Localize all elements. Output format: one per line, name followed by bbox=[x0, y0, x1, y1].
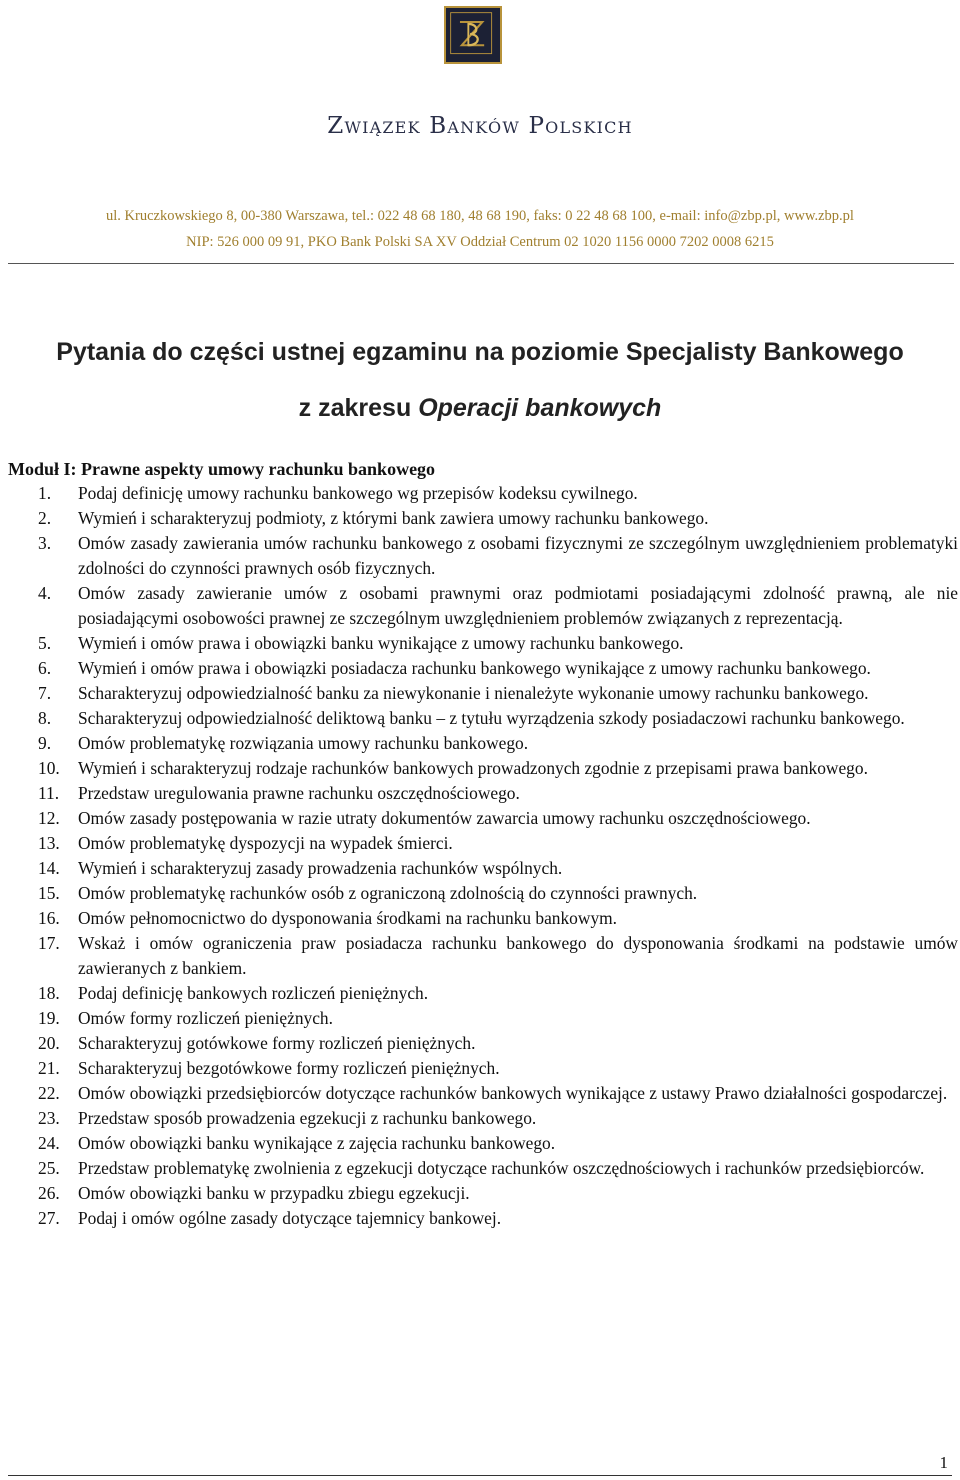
question-text: Omów problematykę rozwiązania umowy rachunku bankowego. bbox=[78, 733, 529, 753]
question-number: 21. bbox=[38, 1058, 60, 1078]
subtitle-prefix: z zakresu bbox=[298, 394, 419, 422]
question-text: Omów formy rozliczeń pieniężnych. bbox=[78, 1008, 333, 1028]
question-text: Omów problematykę rachunków osób z ograniczoną zdolnością do czynności prawnych. bbox=[78, 883, 698, 903]
question-number: 11. bbox=[38, 783, 60, 803]
question-text: Wymień i omów prawa i obowiązki banku wynikające z umowy rachunku bankowego. bbox=[78, 633, 684, 653]
question-item bbox=[38, 781, 958, 806]
question-item bbox=[38, 1156, 958, 1181]
question-item bbox=[38, 506, 958, 531]
question-text: Podaj i omów ogólne zasady dotyczące tajemnicy bankowej. bbox=[78, 1208, 502, 1228]
question-text: Przedstaw problematykę zwolnienia z egzekucji dotyczące rachunków oszczędnościowych i rachunków przedsiębiorców. bbox=[78, 1158, 925, 1178]
question-text: Omów obowiązki banku w przypadku zbiegu egzekucji. bbox=[78, 1183, 470, 1203]
question-number: 4. bbox=[38, 583, 52, 603]
question-text: Omów zasady zawierania umów rachunku bankowego z osobami fizycznymi ze szczególnym uwzględnieniem problematyki zdolności do czynności prawnych osób fizycznych. bbox=[78, 533, 958, 578]
question-number: 25. bbox=[38, 1158, 60, 1178]
question-number: 7. bbox=[38, 683, 52, 703]
question-text: Podaj definicję umowy rachunku bankowego wg przepisów kodeksu cywilnego. bbox=[78, 483, 638, 503]
question-text: Omów obowiązki przedsiębiorców dotyczące rachunków bankowych wynikające z ustawy Prawo działalności gospodarczej. bbox=[78, 1083, 948, 1103]
question-number: 12. bbox=[38, 808, 60, 828]
question-item bbox=[38, 1131, 958, 1156]
question-text: Omów zasady zawieranie umów z osobami prawnymi oraz podmiotami posiadającymi zdolność prawną, ale nie posiadającymi osobowości prawnej ze szczególnym uwzględnieniem problemów związanych z reprezentacją. bbox=[78, 583, 958, 628]
question-text: Omów obowiązki banku wynikające z zajęcia rachunku bankowego. bbox=[78, 1133, 556, 1153]
question-item bbox=[38, 581, 958, 631]
question-item bbox=[38, 1031, 958, 1056]
question-text: Omów problematykę dyspozycji na wypadek śmierci. bbox=[78, 833, 453, 853]
header-divider bbox=[8, 263, 954, 264]
question-text: Scharakteryzuj gotówkowe formy rozliczeń pieniężnych. bbox=[78, 1033, 476, 1053]
question-number: 20. bbox=[38, 1033, 60, 1053]
document-title: Pytania do części ustnej egzaminu na poziomie Specjalisty Bankowego bbox=[56, 338, 904, 366]
question-number: 18. bbox=[38, 983, 60, 1003]
organization-name: Związek Banków Polskich bbox=[327, 113, 633, 139]
footer-divider bbox=[8, 1475, 952, 1476]
question-item bbox=[38, 681, 958, 706]
question-number: 1. bbox=[38, 483, 52, 503]
question-text: Wymień i scharakteryzuj podmioty, z którymi bank zawiera umowy rachunku bankowego. bbox=[78, 508, 709, 528]
contact-address-line: ul. Kruczkowskiego 8, 00-380 Warszawa, tel.: 022 48 68 180, 48 68 190, faks: 0 22 48 68 100, e-mail: info@zbp.pl, www.zbp.pl bbox=[106, 208, 854, 224]
question-item bbox=[38, 631, 958, 656]
question-item bbox=[38, 1106, 958, 1131]
question-number: 26. bbox=[38, 1183, 60, 1203]
subtitle-topic: Operacji bankowych bbox=[418, 394, 662, 422]
question-item bbox=[38, 856, 958, 881]
question-number: 15. bbox=[38, 883, 60, 903]
question-text: Omów zasady postępowania w razie utraty dokumentów zawarcia umowy rachunku oszczędnościowego. bbox=[78, 808, 811, 828]
question-number: 8. bbox=[38, 708, 52, 728]
question-item bbox=[38, 981, 958, 1006]
question-text: Scharakteryzuj bezgotówkowe formy rozliczeń pieniężnych. bbox=[78, 1058, 500, 1078]
question-number: 5. bbox=[38, 633, 52, 653]
question-item bbox=[38, 756, 958, 781]
question-number: 19. bbox=[38, 1008, 60, 1028]
question-item bbox=[38, 706, 958, 731]
question-text: Omów pełnomocnictwo do dysponowania środkami na rachunku bankowym. bbox=[78, 908, 618, 928]
question-item bbox=[38, 1206, 958, 1231]
zbp-logo-icon bbox=[444, 6, 502, 64]
question-number: 27. bbox=[38, 1208, 60, 1228]
question-number: 10. bbox=[38, 758, 60, 778]
question-item bbox=[38, 831, 958, 856]
question-text: Scharakteryzuj odpowiedzialność banku za niewykonanie i nienależyte wykonanie umowy rachunku bankowego. bbox=[78, 683, 869, 703]
question-list bbox=[38, 481, 958, 1231]
question-number: 23. bbox=[38, 1108, 60, 1128]
question-number: 16. bbox=[38, 908, 60, 928]
question-item bbox=[38, 931, 958, 981]
question-number: 17. bbox=[38, 933, 60, 953]
question-item bbox=[38, 1181, 958, 1206]
question-number: 22. bbox=[38, 1083, 60, 1103]
question-text: Przedstaw uregulowania prawne rachunku oszczędnościowego. bbox=[78, 783, 520, 803]
question-item bbox=[38, 1081, 958, 1106]
question-item bbox=[38, 881, 958, 906]
contact-bank-line: NIP: 526 000 09 91, PKO Bank Polski SA XV Oddział Centrum 02 1020 1156 0000 7202 0008 6215 bbox=[186, 234, 774, 250]
question-number: 14. bbox=[38, 858, 60, 878]
page-number: 1 bbox=[939, 1453, 948, 1472]
question-text: Podaj definicję bankowych rozliczeń pieniężnych. bbox=[78, 983, 429, 1003]
question-item bbox=[38, 1056, 958, 1081]
question-item bbox=[38, 806, 958, 831]
question-text: Wskaż i omów ograniczenia praw posiadacza rachunku bankowego do dysponowania środkami na podstawie umów zawieranych z bankiem. bbox=[78, 933, 958, 978]
question-item bbox=[38, 906, 958, 931]
question-number: 9. bbox=[38, 733, 52, 753]
question-item bbox=[38, 656, 958, 681]
document-subtitle bbox=[0, 394, 960, 423]
question-text: Wymień i scharakteryzuj rodzaje rachunków bankowych prowadzonych zgodnie z przepisami prawa bankowego. bbox=[78, 758, 868, 778]
question-text: Przedstaw sposób prowadzenia egzekucji z rachunku bankowego. bbox=[78, 1108, 537, 1128]
question-item bbox=[38, 481, 958, 506]
question-number: 2. bbox=[38, 508, 52, 528]
question-text: Wymień i scharakteryzuj zasady prowadzenia rachunków wspólnych. bbox=[78, 858, 563, 878]
question-text: Wymień i omów prawa i obowiązki posiadacza rachunku bankowego wynikające z umowy rachunku bankowego. bbox=[78, 658, 871, 678]
question-item bbox=[38, 531, 958, 581]
question-number: 24. bbox=[38, 1133, 60, 1153]
question-text: Scharakteryzuj odpowiedzialność deliktową banku – z tytułu wyrządzenia szkody posiadaczowi rachunku bankowego. bbox=[78, 708, 905, 728]
question-item bbox=[38, 731, 958, 756]
question-item bbox=[38, 1006, 958, 1031]
question-number: 3. bbox=[38, 533, 52, 553]
question-number: 13. bbox=[38, 833, 60, 853]
question-number: 6. bbox=[38, 658, 52, 678]
module-heading: Moduł I: Prawne aspekty umowy rachunku bankowego bbox=[8, 459, 436, 479]
